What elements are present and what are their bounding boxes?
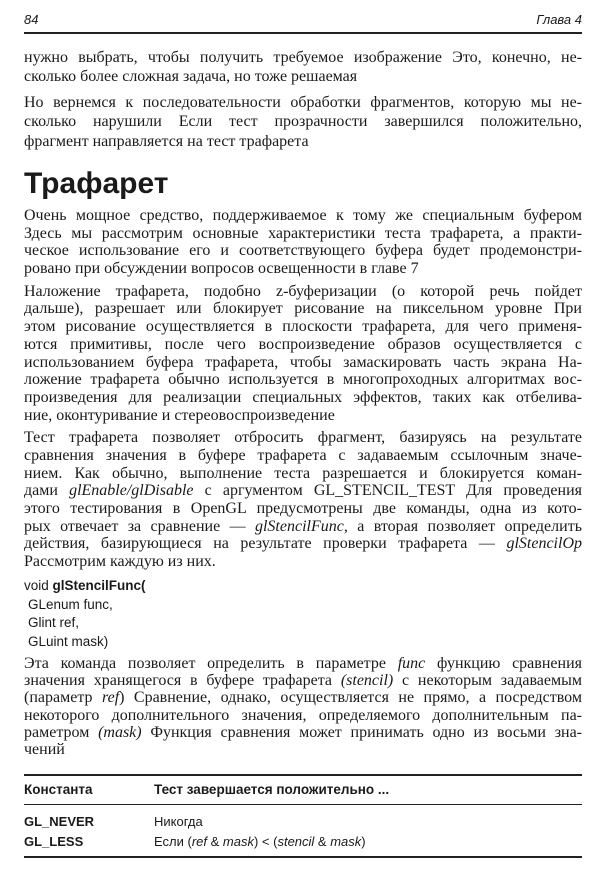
text-run: Эта команда позволяет определить в параметре [24, 655, 398, 672]
italic-term: mask [222, 834, 254, 849]
text-line [24, 242, 582, 260]
text-run: произведения для реализации специальных эффектов, таких как отбелива- [24, 388, 582, 406]
text-run: Очень мощное средство, поддерживаемое к тому же специальным буфером [24, 207, 582, 224]
text-run: действия, базирующиеся на результате проверки трафарета — [24, 535, 507, 553]
text-run: фрагмент направляется на тест трафарета [24, 132, 309, 150]
paragraph [24, 207, 582, 278]
text-run: значения хранящегося в буфере трафарета [24, 672, 341, 690]
paragraph [24, 283, 582, 425]
italic-term: (mask) [98, 723, 142, 741]
text-line [24, 207, 582, 225]
text-run: дальше), разрешает или блокирует рисование на пиксельном уровне При [24, 300, 582, 318]
text-line [24, 741, 582, 758]
text-run: этого тестирования в OpenGL предусмотрены две команды, одна из кото- [24, 500, 582, 517]
text-run: с аргументом GL_STENCIL_TEST Для проведения [193, 482, 582, 500]
section-heading: Трафарет [24, 167, 169, 200]
paragraph [24, 655, 582, 758]
text-run: , а вторая позволяет определить [343, 517, 582, 535]
text-line [24, 655, 582, 672]
text-run: некоторого дополнительного значения, определяемого дополнительным па- [24, 706, 582, 724]
paragraph [24, 93, 582, 151]
text-line [24, 535, 582, 553]
function-signature [24, 577, 146, 651]
text-line [24, 465, 582, 483]
text-run: с некоторым задаваемым [393, 672, 582, 690]
condition-cell [154, 812, 582, 832]
section-body [24, 207, 582, 571]
text-line [24, 67, 582, 86]
code-return-type: void [24, 578, 53, 593]
text-run: нужно выбрать, чтобы получить требуемое изображение Это, конечно, не- [24, 49, 582, 66]
chapter-label: Глава 4 [536, 12, 582, 27]
text-run: дами [24, 482, 70, 500]
text-run: рых отвечает за сравнение — [24, 517, 255, 535]
text-line [24, 407, 582, 425]
text-line [24, 482, 582, 500]
text-run: Если ( [154, 834, 192, 849]
text-run: (параметр [24, 689, 102, 707]
text-run: Тест трафарета позволяет отбросить фрагмент, базируясь на результате [24, 429, 582, 447]
text-run: ние, оконтуривание и стереовоспроизведение [24, 406, 335, 424]
text-run: ) [361, 834, 366, 849]
code-function-name: glStencilFunc( [52, 578, 146, 593]
text-run: ческое использование его и соответствующего буфера будет продемонстри- [24, 242, 582, 260]
italic-term: glStencilOp [506, 535, 582, 553]
text-line [24, 672, 582, 689]
constant-cell: GL_LESS [24, 834, 84, 849]
text-run: этом рисование осуществляется в плоскости трафарета, для чего применя- [24, 318, 582, 336]
text-line [24, 371, 582, 389]
text-run: ются примитивы, после чего воспроизведение образов осуществляется с [24, 335, 582, 353]
italic-term: ref [191, 834, 207, 849]
paragraph-block [24, 93, 582, 151]
text-line [24, 354, 582, 372]
text-run: сколько нарушили Если тест прозрачности завершился положительно, [24, 113, 582, 131]
text-run: Здесь мы рассмотрим основные характеристики теста трафарета, а практи- [24, 224, 582, 242]
text-run: Никогда [154, 814, 203, 829]
text-run: & [207, 834, 223, 849]
italic-term: glEnable/glDisable [69, 482, 194, 500]
stencil-func-table [24, 774, 582, 858]
page-number: 84 [24, 12, 39, 27]
text-run: ровано при обсуждении вопросов освещенности в главе 7 [24, 260, 419, 278]
text-line [24, 300, 582, 318]
text-line [24, 93, 582, 112]
table-row [24, 812, 582, 832]
text-line [24, 707, 582, 724]
constant-cell: GL_NEVER [24, 814, 95, 829]
paragraph-after-code [24, 655, 582, 758]
text-run: & [314, 834, 331, 849]
italic-term: stencil [277, 834, 315, 849]
text-run: нием. Как обычно, выполнение теста разрешается и блокируется коман- [24, 464, 582, 482]
table-row [24, 832, 582, 852]
text-line [24, 112, 582, 131]
condition-cell [154, 832, 582, 852]
table-header [24, 776, 582, 804]
text-line [24, 260, 582, 278]
paragraph-block [24, 48, 582, 87]
text-run: ) Сравнение, однако, осуществляется не прямо, а посредством [119, 689, 582, 707]
text-line [24, 48, 582, 67]
italic-term: ref [101, 689, 120, 707]
code-param: GLuint mask) [28, 633, 109, 649]
text-run: сравнения значения в буфере трафарета с задаваемым ссылочным значе- [24, 446, 582, 464]
text-line [24, 336, 582, 354]
text-line [24, 689, 582, 706]
text-run: использованием буфера трафарета, чтобы замаскировать часть экрана На- [24, 353, 582, 371]
text-line [24, 724, 582, 741]
text-run: Наложение трафарета, подобно z-буферизации (о которой речь пойдет [24, 282, 582, 300]
text-run: сколько более сложная задача, но тоже решаемая [24, 68, 358, 86]
italic-term: mask [330, 834, 362, 849]
text-line [24, 429, 582, 447]
column-header-constant: Константа [24, 782, 93, 797]
text-run: ложение трафарета обычно используется в многопроходных алгоритмах вос- [24, 371, 582, 389]
text-line [24, 389, 582, 407]
code-param: GLenum func, [28, 596, 113, 612]
text-line [24, 283, 582, 301]
text-line [24, 518, 582, 536]
paragraph [24, 48, 582, 87]
running-header [24, 8, 582, 34]
italic-term: func [397, 655, 426, 672]
text-line [24, 132, 582, 151]
text-line [24, 225, 582, 243]
italic-term: (stencil) [340, 672, 394, 690]
text-line [24, 447, 582, 465]
text-run: чений [24, 740, 65, 758]
paragraph [24, 429, 582, 571]
text-run: ) < ( [253, 834, 278, 849]
code-param: Glint ref, [28, 615, 80, 630]
text-line [24, 553, 582, 571]
text-run: функцию сравнения [425, 655, 582, 672]
text-line [24, 318, 582, 336]
text-line [24, 500, 582, 518]
text-run: Функция сравнения может принимать одно из восьми зна- [141, 723, 582, 741]
text-run: раметром [24, 723, 99, 741]
text-run: Но вернемся к последовательности обработки фрагментов, которую мы не- [24, 94, 582, 111]
column-header-condition: Тест завершается положительно ... [154, 782, 390, 797]
italic-term: glStencilFunc [254, 517, 344, 535]
text-run: Рассмотрим каждую из них. [24, 553, 216, 571]
